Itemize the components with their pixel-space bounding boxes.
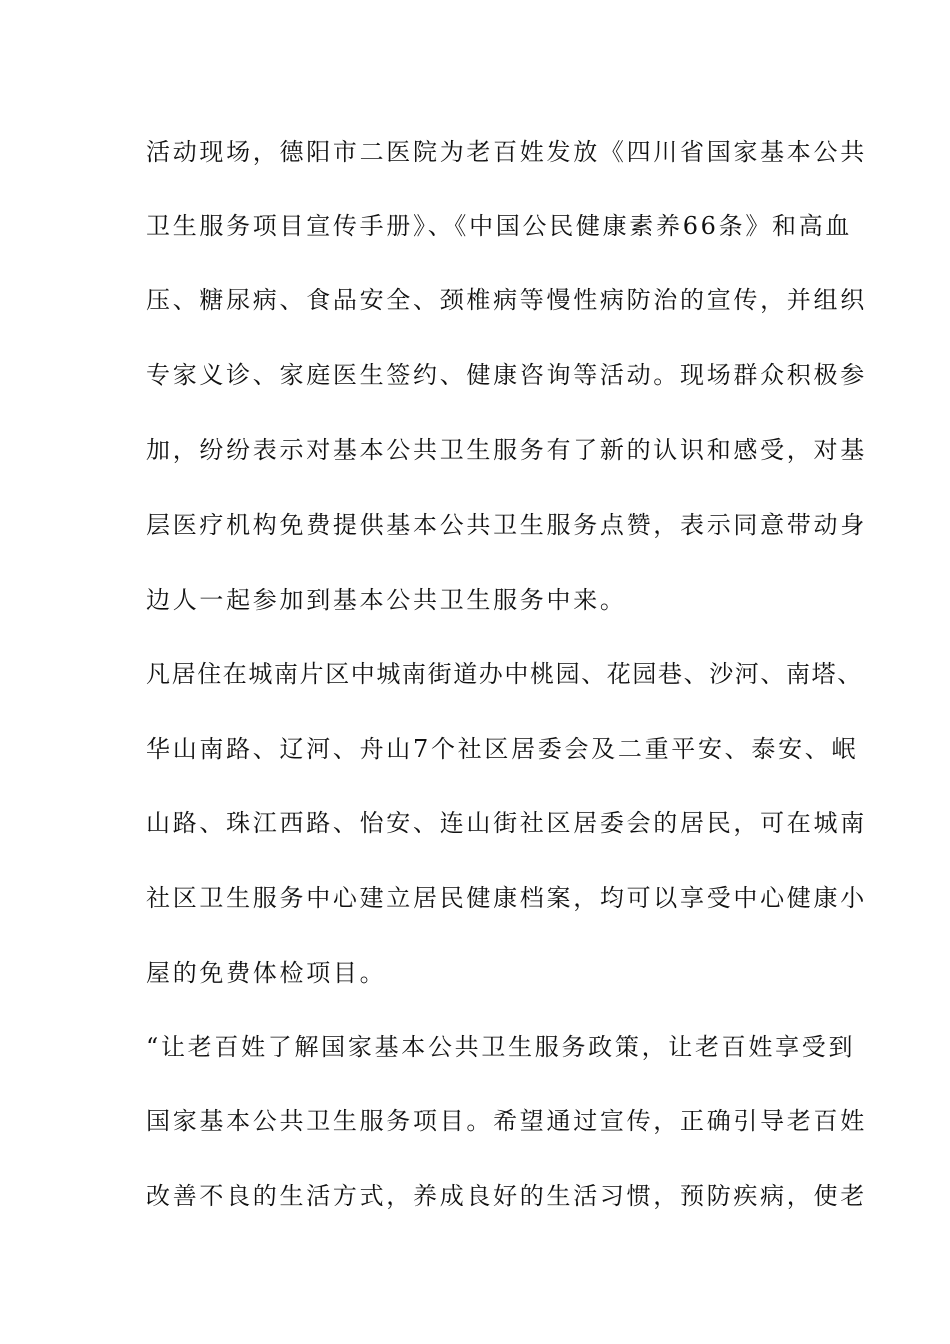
- text-line: 加，纷纷表示对基本公共卫生服务有了新的认识和感受，对基: [146, 436, 867, 464]
- text-line: 边人一起参加到基本公共卫生服务中来。: [146, 586, 627, 614]
- text-line: 卫生服务项目宣传手册》、《中国公民健康素养66条》和高血: [146, 212, 853, 240]
- text-line: 改善不良的生活方式，养成良好的生活习惯，预防疾病，使老: [146, 1182, 867, 1210]
- text-line: 华山南路、辽河、舟山7个社区居委会及二重平安、泰安、岷: [146, 735, 859, 763]
- text-line: 专家义诊、家庭医生签约、健康咨询等活动。现场群众积极参: [146, 361, 867, 389]
- text-line: 层医疗机构免费提供基本公共卫生服务点赞，表示同意带动身: [146, 511, 867, 539]
- text-line: “让老百姓了解国家基本公共卫生服务政策，让老百姓享受到: [146, 1033, 856, 1061]
- text-line: 压、糖尿病、食品安全、颈椎病等慢性病防治的宣传，并组织: [146, 286, 867, 314]
- text-line: 活动现场，德阳市二医院为老百姓发放《四川省国家基本公共: [146, 138, 867, 166]
- text-line: 山路、珠江西路、怡安、连山街社区居委会的居民，可在城南: [146, 809, 867, 837]
- text-line: 屋的免费体检项目。: [146, 959, 387, 987]
- text-line: 社区卫生服务中心建立居民健康档案，均可以享受中心健康小: [146, 884, 867, 912]
- text-line: 凡居住在城南片区中城南街道办中桃园、花园巷、沙河、南塔、: [146, 660, 863, 688]
- text-line: 国家基本公共卫生服务项目。希望通过宣传，正确引导老百姓: [146, 1107, 867, 1135]
